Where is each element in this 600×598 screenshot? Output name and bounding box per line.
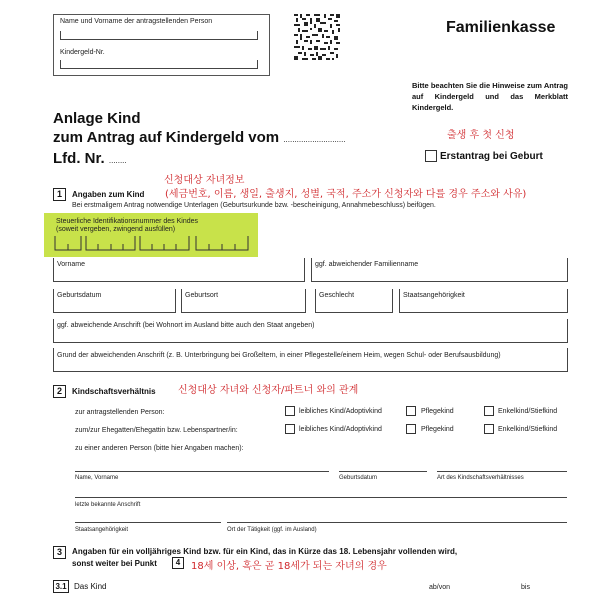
application-date-field[interactable]: ............................ xyxy=(283,135,346,144)
section3-number: 3 xyxy=(53,546,66,559)
work-place-line[interactable] xyxy=(227,522,567,523)
section3-annotation: 18세 이상, 혹은 곧 18세가 되는 자녀의 경우 xyxy=(191,561,387,572)
staatsangehoerigkeit-label: Staatsangehörigkeit xyxy=(403,292,465,299)
form-title xyxy=(53,109,346,170)
form-title-line2-text: zum Antrag auf Kindergeld vom xyxy=(53,129,280,146)
spouse-enkel-label: Enkelkind/Stiefkind xyxy=(498,426,558,433)
other-nationality-line[interactable] xyxy=(75,522,221,523)
section2-number: 2 xyxy=(53,385,66,398)
first-birth-checkbox[interactable] xyxy=(425,150,437,162)
spouse-leiblich-label: leibliches Kind/Adoptivkind xyxy=(299,426,382,433)
das-kind-label: Das Kind xyxy=(74,582,107,591)
section1-annotation-title: 신청대상 자녀정보 xyxy=(164,175,245,186)
form-title-line1: Anlage Kind xyxy=(53,110,141,127)
first-birth-annotation: 출생 후 첫 신청 xyxy=(447,130,515,141)
tax-id-input[interactable] xyxy=(54,232,254,252)
spouse-enkel-checkbox[interactable] xyxy=(484,424,494,434)
other-nationality-label: Staatsangehörigkeit xyxy=(75,527,129,533)
spouse-pflege-checkbox[interactable] xyxy=(406,424,416,434)
instructions-note: Bitte beachten Sie die Hinweise zum Antrag auf Kindergeld und das Merkblatt Kindergeld. xyxy=(412,81,568,112)
vorname-field[interactable] xyxy=(53,258,305,282)
section1-annotation-detail: (세금번호, 이름, 생일, 출생지, 성별, 국적, 주소가 신청자와 다를 경우 주소와 사유) xyxy=(165,189,527,200)
section31-number: 3.1 xyxy=(53,580,69,593)
other-person-label: zu einer anderen Person (bitte hier Angaben machen): xyxy=(75,445,244,452)
work-place-label: Ort der Tätigkeit (ggf. im Ausland) xyxy=(227,527,317,533)
lfd-nr-field[interactable]: ........ xyxy=(108,156,127,165)
other-art-line[interactable] xyxy=(437,471,567,472)
agency-title: Familienkasse xyxy=(446,19,556,36)
geburtsdatum-label: Geburtsdatum xyxy=(57,292,102,299)
applicant-leiblich-label: leibliches Kind/Adoptivkind xyxy=(299,408,382,415)
applicant-enkel-checkbox[interactable] xyxy=(484,406,494,416)
last-address-line[interactable] xyxy=(75,497,567,498)
applicant-pflege-label: Pflegekind xyxy=(421,408,454,415)
bis-label: bis xyxy=(521,584,530,591)
last-address-label: letzte bekannte Anschrift xyxy=(75,502,141,508)
section3-line1: Angaben für ein volljähriges Kind bzw. für ein Kind, das in Kürze das 18. Lebensjahr vollenden wird, xyxy=(72,547,458,556)
kindergeld-nr-label: Kindergeld-Nr. xyxy=(60,49,105,56)
section1-subtitle: Bei erstmaligem Antrag notwendige Unterlagen (Geburtsurkunde bzw. -bescheinigung, Annahmebeschluss) beifügen. xyxy=(72,202,436,209)
section1-title: Angaben zum Kind xyxy=(72,190,145,199)
relation-applicant-label: zur antragstellenden Person: xyxy=(75,409,165,416)
section3-line2: sonst weiter bei Punkt xyxy=(72,559,157,568)
grund-label: Grund der abweichenden Anschrift (z. B. Unterbringung bei Großeltern, in einer Pflegestelle/einem Heim, wegen Schul- oder Berufsausbildung) xyxy=(57,352,501,359)
other-name-line[interactable] xyxy=(75,471,329,472)
vorname-label: Vorname xyxy=(57,261,86,268)
abvon-label: ab/von xyxy=(429,584,451,591)
first-birth-label: Erstantrag bei Geburt xyxy=(440,151,543,162)
form-title-line3 xyxy=(53,149,346,170)
geschlecht-label: Geschlecht xyxy=(319,292,355,299)
section2-title: Kindschaftsverhältnis xyxy=(72,387,156,396)
form-title-line2 xyxy=(53,128,346,149)
tax-id-label-line2: (soweit vergeben, zwingend ausfüllen) xyxy=(56,226,176,233)
applicant-name-field[interactable] xyxy=(60,31,258,40)
spouse-leiblich-checkbox[interactable] xyxy=(285,424,295,434)
applicant-enkel-label: Enkelkind/Stiefkind xyxy=(498,408,558,415)
other-name-label: Name, Vorname xyxy=(75,475,119,481)
relation-spouse-label: zum/zur Ehegatten/Ehegattin bzw. Lebenspartner/in: xyxy=(75,427,238,434)
qr-code-icon xyxy=(294,14,340,60)
section1-number: 1 xyxy=(53,188,66,201)
tax-id-label-line1: Steuerliche Identifikationsnummer des Kindes xyxy=(56,218,199,225)
spouse-pflege-label: Pflegekind xyxy=(421,426,454,433)
other-art-label: Art des Kindschaftsverhältnisses xyxy=(437,475,524,481)
anschrift-label: ggf. abweichende Anschrift (bei Wohnort im Ausland bitte auch den Staat angeben) xyxy=(57,322,315,329)
geburtsort-label: Geburtsort xyxy=(185,292,219,299)
familienname-label: ggf. abweichender Familienname xyxy=(315,261,419,268)
other-birth-line[interactable] xyxy=(339,471,427,472)
other-birth-label: Geburtsdatum xyxy=(339,475,378,481)
applicant-leiblich-checkbox[interactable] xyxy=(285,406,295,416)
section4-reference[interactable]: 4 xyxy=(172,557,184,569)
applicant-pflege-checkbox[interactable] xyxy=(406,406,416,416)
form-title-line3-text: Lfd. Nr. xyxy=(53,150,105,167)
applicant-name-label: Name und Vorname der antragstellenden Person xyxy=(60,18,213,25)
section2-annotation: 신청대상 자녀와 신청자/파트너 와의 관계 xyxy=(178,385,359,396)
kindergeld-nr-field[interactable] xyxy=(60,60,258,69)
